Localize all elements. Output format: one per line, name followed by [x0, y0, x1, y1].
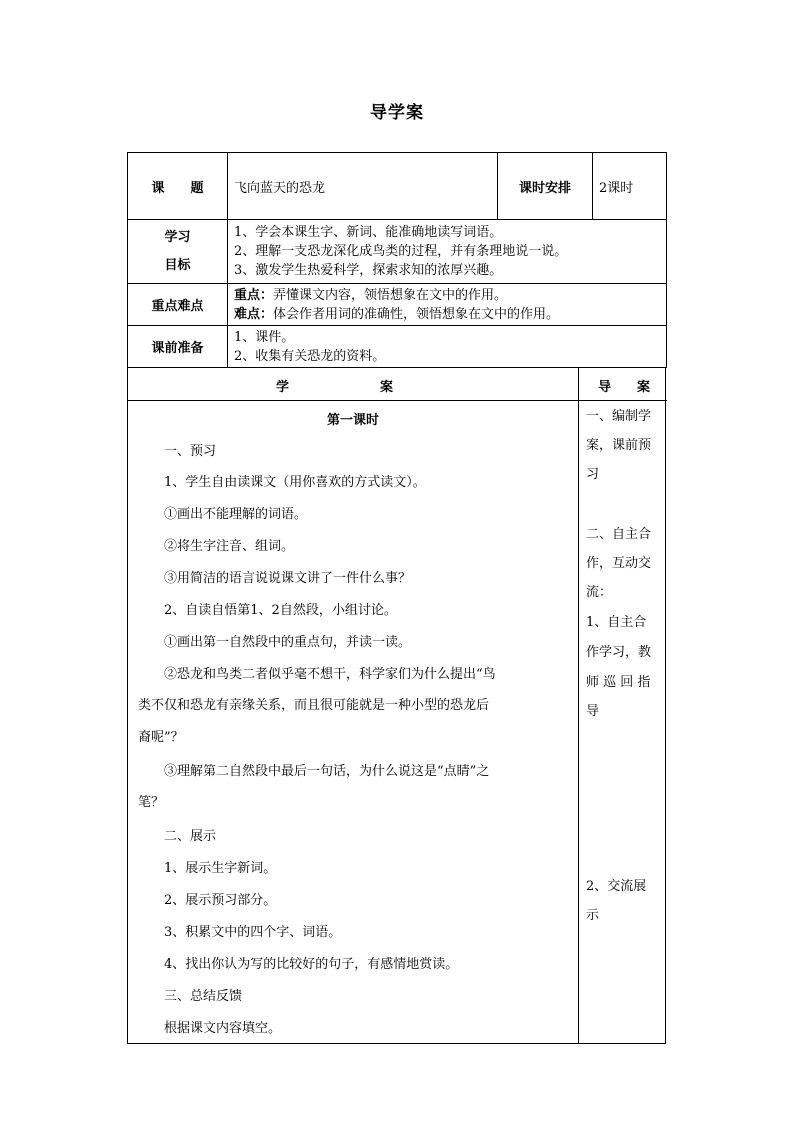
- hours-value: 2课时: [593, 153, 667, 220]
- guide-line: 二、自主合: [586, 527, 652, 542]
- lesson-title: 第一课时: [326, 413, 379, 428]
- key-label: 重点难点: [128, 284, 228, 326]
- plan-line: ②将生字注音、组词。: [164, 539, 295, 554]
- guide-line: 导: [586, 704, 600, 719]
- plan-section: [127, 367, 666, 1044]
- key-text: 弄懂课文内容，领悟想象在文中的作用。: [273, 287, 508, 303]
- lesson-label: 课 题: [128, 153, 228, 220]
- guide-line: 师 巡 回 指: [586, 675, 651, 690]
- diff-text: 体会作者用词的准确性，领悟想象在文中的作用。: [273, 306, 560, 322]
- guide-line: 一、编制学: [586, 409, 652, 424]
- guide-line: 1、自主合: [586, 615, 647, 630]
- plan-line: 根据课文内容填空。: [164, 1021, 282, 1036]
- goals-label-line2: 目标: [164, 257, 191, 273]
- info-table: [127, 152, 667, 368]
- lesson-value: 飞向蓝天的恐龙: [228, 153, 498, 220]
- plan-line: 类不仅和恐龙有亲缘关系，而且很可能就是一种小型的恐龙后: [138, 698, 490, 713]
- hours-label: 课时安排: [498, 153, 593, 220]
- plan-line: 一、预习: [164, 444, 217, 459]
- prep-item: 2、收集有关恐龙的资料。: [234, 348, 386, 364]
- plan-line: ③理解第二自然段中最后一句话，为什么说这是“点睛”之: [164, 764, 490, 779]
- guide-line: 作，互动交: [586, 556, 652, 571]
- plan-line: ①画出不能理解的词语。: [164, 507, 308, 522]
- goal-item: 3、激发学生热爱科学，探索求知的浓厚兴趣。: [234, 263, 503, 278]
- plan-line: 二、展示: [164, 829, 217, 844]
- plan-header: 学 案: [276, 380, 394, 395]
- goal-item: 2、理解一支恐龙深化成鸟类的过程，并有条理地说一说。: [234, 244, 568, 259]
- plan-line: 3、积累文中的四个字、词语。: [164, 925, 342, 940]
- guide-line: 作学习，教: [586, 645, 652, 660]
- goals-content: [228, 220, 667, 284]
- plan-line: 1、展示生字新词。: [164, 861, 277, 876]
- prep-item: 1、课件。: [234, 329, 295, 345]
- page-title: 导学案: [370, 103, 424, 123]
- plan-line: ①画出第一自然段中的重点句，并读一读。: [164, 635, 412, 650]
- guide-line: 示: [586, 908, 600, 923]
- diff-bold: 难点：: [234, 306, 274, 322]
- plan-line: 三、总结反馈: [164, 989, 243, 1004]
- plan-line: 4、找出你认为写的比较好的句子，有感情地赏读。: [164, 957, 459, 972]
- goals-label: [128, 220, 228, 284]
- plan-line: 2、自读自悟第1、2自然段，小组讨论。: [164, 603, 397, 618]
- goal-item: 1、学会本课生字、新词、能准确地读写词语。: [234, 225, 503, 240]
- guide-header: 导 案: [598, 380, 651, 395]
- prep-label: 课前准备: [128, 326, 228, 368]
- guide-line: 习: [586, 467, 600, 482]
- plan-line: ③用简洁的语言说说课文讲了一件什么事？: [164, 571, 412, 586]
- plan-line: 1、学生自由读课文（用你喜欢的方式读文）。: [164, 475, 426, 490]
- plan-line: 2、展示预习部分。: [164, 893, 277, 908]
- plan-line: ②恐龙和鸟类二者似乎毫不想干，科学家们为什么提出“鸟: [164, 667, 496, 682]
- key-content: [228, 284, 667, 326]
- plan-line: 裔呢”？: [138, 730, 184, 745]
- guide-line: 流：: [586, 585, 613, 600]
- key-bold: 重点：: [234, 287, 274, 303]
- goals-label-line1: 学习: [164, 229, 191, 245]
- guide-line: 2、交流展: [586, 879, 647, 894]
- prep-content: [228, 326, 667, 368]
- guide-line: 案，课前预: [586, 438, 652, 453]
- plan-line: 笔？: [138, 795, 165, 810]
